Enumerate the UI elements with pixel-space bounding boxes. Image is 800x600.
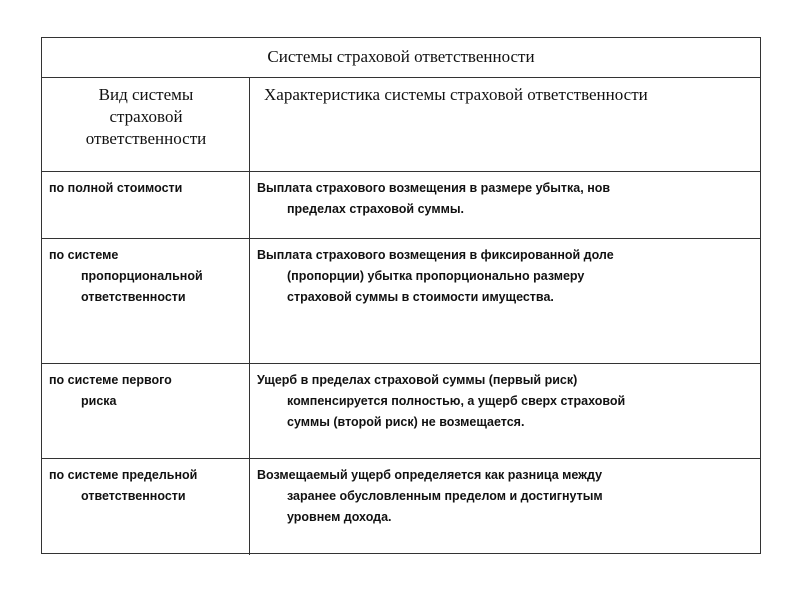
description-line: Ущерб в пределах страховой суммы (первый риск) (257, 373, 578, 387)
header-left-line: страховой (109, 107, 183, 126)
description-line: суммы (второй риск) не возмещается. (287, 415, 525, 429)
system-name-cell (49, 178, 247, 199)
system-name-line: по системе первого (49, 373, 172, 387)
description-line: уровнем дохода. (287, 510, 392, 524)
description-line: страховой суммы в стоимости имущества. (287, 290, 554, 304)
system-name-line: ответственности (81, 489, 186, 503)
header-left-line: ответственности (85, 129, 207, 148)
system-description-cell (257, 465, 752, 528)
table-header-row (42, 78, 760, 172)
table-row (42, 459, 760, 555)
header-left-line: Вид системы (98, 85, 194, 104)
system-name-cell (49, 465, 247, 507)
column-divider (249, 172, 250, 238)
system-name-cell (49, 370, 247, 412)
description-line: Возмещаемый ущерб определяется как разница между (257, 468, 603, 482)
insurance-systems-table (41, 37, 761, 554)
header-characteristic: Характеристика системы страховой ответственности (264, 85, 648, 104)
system-name-line: по системе предельной (49, 468, 198, 482)
system-name-line: ответственности (81, 290, 186, 304)
description-line: Выплата страхового возмещения в фиксированной доле (257, 248, 614, 262)
column-divider (249, 78, 250, 171)
column-divider (249, 239, 250, 363)
system-name-cell (49, 245, 247, 308)
column-divider (249, 459, 250, 555)
table-row (42, 239, 760, 364)
description-line: пределах страховой суммы. (287, 202, 464, 216)
system-name-line: по системе (49, 248, 119, 262)
header-system-type (50, 84, 242, 150)
description-line: Выплата страхового возмещения в размере убытка, нов (257, 181, 611, 195)
system-description-cell (257, 178, 752, 220)
system-name-line: пропорциональной (81, 269, 203, 283)
system-name-line: риска (81, 394, 117, 408)
column-divider (249, 364, 250, 458)
table-row (42, 364, 760, 459)
system-name-line: по полной стоимости (49, 181, 183, 195)
system-description-cell (257, 245, 752, 308)
table-title-row (42, 38, 760, 78)
description-line: заранее обусловленным пределом и достигнутым (287, 489, 603, 503)
description-line: (пропорции) убытка пропорционально размеру (287, 269, 585, 283)
description-line: компенсируется полностью, а ущерб сверх страховой (287, 394, 626, 408)
system-description-cell (257, 370, 752, 433)
table-row (42, 172, 760, 239)
table-title: Системы страховой ответственности (267, 47, 535, 66)
